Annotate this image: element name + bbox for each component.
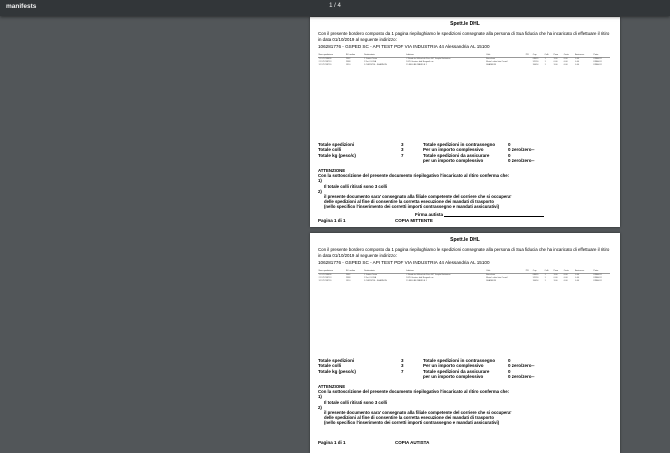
column-header: Colli <box>544 54 553 57</box>
table-cell: 3.00 <box>553 58 558 61</box>
totals-value2: 0 <box>508 368 511 374</box>
intro-text: Con il presente bordero composto da 1 pagina riepiloghiamo le spedizioni consegnate alla persona di Sua fiducia che ha incaricato di effettuare il ritiro in data 01/10/2019 al seguente indirizzo: <box>318 247 610 258</box>
table-cell: 3 CHRISTIE - SHANNON <box>364 64 387 67</box>
table-cell: 3.00 <box>553 64 558 67</box>
table-cell: 3 CHRISTIE - SHANNON <box>364 280 387 283</box>
table-cell: Marie Luttier brie Carmil <box>486 61 508 64</box>
table-cell: 0.00 <box>575 274 580 277</box>
totals-row <box>318 374 613 379</box>
column-header: Contr. <box>563 270 574 273</box>
table-cell: 2388 <box>345 277 351 280</box>
table-cell: 0.00 <box>563 61 568 64</box>
page-heading: Spett.le DHL <box>450 21 480 27</box>
table-cell: 1 1575758696 <box>318 58 332 61</box>
column-header: Destinatario <box>363 270 405 273</box>
column-header: Rif. ordine <box>345 54 363 57</box>
table-cell: 1025 Gestres brid Braganil rue <box>406 61 434 64</box>
totals-label: Totale kg (peso/c) <box>318 152 356 158</box>
table-cell: SHANNON <box>486 280 497 283</box>
signature-line <box>415 212 544 217</box>
totals-value: 3 <box>401 358 404 363</box>
table-cell: 3 1575758720 <box>318 64 332 67</box>
copy-label: COPIA MITTENTE <box>395 218 433 223</box>
table-cell: 34054 <box>532 64 539 67</box>
column-header: Porto <box>593 54 610 57</box>
totals-value2: 0 zero/zero-- <box>508 158 535 164</box>
column-header: Peso <box>553 54 563 57</box>
table-cell: 15 BELLBE PAEIFLE 1 <box>406 64 427 67</box>
point-2-line: il presente documento sara' consegnato alla filiale competente del corriere che si occupera' <box>324 194 512 200</box>
column-header: Assicuraz. <box>575 54 593 57</box>
column-header: PR <box>525 270 532 273</box>
intro-text: Con il presente bordero composto da 1 pagina riepiloghiamo le spedizioni consegnate alla persona di Sua fiducia che ha incaricato di effettuare il ritiro in data 01/10/2019 al seguente indirizzo: <box>318 31 610 42</box>
totals-block <box>318 358 613 380</box>
attention-block <box>318 384 613 426</box>
table-cell: 0.00 <box>553 277 558 280</box>
totals-value: 3 <box>401 363 404 369</box>
table-cell <box>525 64 532 67</box>
totals-label2: Totale spedizioni da assicurare <box>423 368 490 374</box>
column-header: Città <box>486 270 526 273</box>
table-cell: 1 <box>544 58 546 61</box>
point-1-text: Il totale colli ritirati sono 3 colli <box>324 399 388 405</box>
table-cell: 1 1575758696 <box>318 274 332 277</box>
table-cell: 2362 <box>345 274 351 277</box>
pdf-page-1 <box>310 17 620 227</box>
attention-line: Con la sottoscrizione del presente documento riepilogativo l'incaricato al ritiro conferma che: <box>318 389 510 395</box>
pdf-page-2 <box>310 233 620 453</box>
page-indicator[interactable]: 1 / 4 <box>329 3 341 9</box>
totals-block <box>318 142 613 164</box>
document-title: manifests <box>6 3 37 10</box>
table-cell: FRANCO <box>593 277 602 280</box>
table-cell: 1025 Gestres brid Braganil rue <box>406 277 434 280</box>
totals-label2: Per un importo complessivo <box>423 363 484 369</box>
column-header: Cap <box>532 270 544 273</box>
attention-line: Con la sottoscrizione del presente documento riepilogativo l'incaricato al ritiro conferma che: <box>318 173 510 179</box>
table-cell: 1 <box>544 274 546 277</box>
table-cell: FRANCO <box>593 64 602 67</box>
column-header: Peso <box>553 270 563 273</box>
table-cell: 2388 <box>345 61 351 64</box>
totals-label2: Totale spedizioni da assicurare <box>423 152 490 158</box>
totals-label: Totale colli <box>318 147 342 153</box>
copy-label: COPIA AUTISTA <box>395 440 430 445</box>
table-cell: 2 Dai OLOVA <box>364 277 377 280</box>
table-cell: 2 Dai OLOVA <box>364 61 377 64</box>
table-cell: 3.00 <box>553 274 558 277</box>
table-cell: 0.00 <box>553 61 558 64</box>
table-cell: 1 James Tomo <box>364 274 378 277</box>
point-2-line: (nello specifico l'inserimento dei corretti importi contrassegno e mandati assicurativi) <box>324 420 500 426</box>
signature-label: Firma autista <box>415 212 444 217</box>
totals-label2: Totale spedizioni in contrassegno <box>423 142 496 147</box>
totals-value: 3 <box>401 147 404 153</box>
point-1-text: Il totale colli ritirati sono 3 colli <box>324 183 388 189</box>
table-cell: 92190 <box>532 277 539 280</box>
table-cell: 3.00 <box>553 280 558 283</box>
table-cell: 1310 <box>345 64 351 67</box>
totals-label2: Per un importo complessivo <box>423 147 484 153</box>
totals-label2: per un importo complessivo <box>423 158 484 164</box>
totals-label2: Totale spedizioni in contrassegno <box>423 358 496 363</box>
page-count: Pagina 1 di 1 <box>318 218 346 223</box>
page-count: Pagina 1 di 1 <box>318 440 346 445</box>
table-cell: 2 1575758713 <box>318 61 332 64</box>
table-cell: 34054 <box>532 280 539 283</box>
totals-value2: 0 zero/zero-- <box>508 147 535 153</box>
table-cell: 0.00 <box>575 280 580 283</box>
point-2-number: 2) <box>318 404 322 410</box>
column-header: Porto <box>593 270 610 273</box>
attention-block <box>318 168 613 210</box>
totals-row <box>318 158 613 163</box>
table-cell: 0.00 <box>575 64 580 67</box>
column-header: Indirizzo <box>406 54 486 57</box>
totals-value: 3 <box>401 142 404 147</box>
totals-label: Totale colli <box>318 363 342 369</box>
totals-label2: per un importo complessivo <box>423 374 484 380</box>
point-2-number: 2) <box>318 188 322 194</box>
table-cell: 2 Wood da Wilfred do Peru 447 Temple Barberton <box>406 274 451 277</box>
column-header: Assicuraz. <box>575 270 593 273</box>
shipments-table <box>318 54 610 67</box>
table-cell: 0.00 <box>575 277 580 280</box>
column-header: Città <box>486 54 526 57</box>
point-2-line: (nello specifico l'inserimento dei corretti importi contrassegno e mandati assicurativi) <box>324 204 500 210</box>
column-header: Destinatario <box>363 54 405 57</box>
table-cell: Barcelona <box>486 274 496 277</box>
table-cell: 2362 <box>345 58 351 61</box>
pickup-address: 106281776 - GSPED SC - API TEST PDF VIA INDUSTRIA 44 Alessandria AL 15100 <box>318 260 490 265</box>
column-header: Cap <box>532 54 544 57</box>
page-heading: Spett.le DHL <box>450 237 480 243</box>
pdf-toolbar <box>0 0 670 16</box>
table-cell: SHANNON <box>486 64 497 67</box>
shipments-table <box>318 270 610 283</box>
table-cell: 1 James Tomo <box>364 58 378 61</box>
table-cell: FRANCO <box>593 61 602 64</box>
table-cell: 1310 <box>345 280 351 283</box>
table-cell: 0.00 <box>563 277 568 280</box>
totals-value2: 0 zero/zero-- <box>508 363 535 369</box>
pickup-address: 106281776 - GSPED SC - API TEST PDF VIA INDUSTRIA 44 Alessandria AL 15100 <box>318 44 490 49</box>
table-cell: 2 Wood da Wilfred do Peru 447 Temple Barberton <box>406 58 451 61</box>
table-cell: 1 <box>544 64 546 67</box>
table-cell: 0.00 <box>575 58 580 61</box>
table-cell: 2 1575758713 <box>318 277 332 280</box>
table-cell: 92190 <box>532 61 539 64</box>
table-cell: 08039 <box>532 274 539 277</box>
column-header: Rif. ordine <box>345 270 363 273</box>
column-header: PR <box>525 54 532 57</box>
table-cell: 15 BELLBE PAEIFLE 1 <box>406 280 427 283</box>
table-cell: 0.00 <box>575 61 580 64</box>
column-header: Num spedizione <box>318 54 345 57</box>
table-cell: 1 <box>544 280 546 283</box>
point-1-number: 1) <box>318 178 322 184</box>
point-2-line: il presente documento sara' consegnato alla filiale competente del corriere che si occupera' <box>324 410 512 416</box>
table-cell: FRANCO <box>593 58 602 61</box>
point-2-line: delle spedizioni al fine di consentire la corretta esecuzione dei mandati di trasporto <box>324 415 495 421</box>
point-1-number: 1) <box>318 394 322 400</box>
totals-value2: 0 zero/zero-- <box>508 374 535 380</box>
totals-value: 7 <box>401 152 404 158</box>
table-cell: 08039 <box>532 58 539 61</box>
table-cell: 1 <box>544 277 546 280</box>
table-cell: FRANCO <box>593 274 602 277</box>
attention-title: ATTENZIONE <box>318 168 346 173</box>
totals-value2: 0 <box>508 152 511 158</box>
totals-value2: 0 <box>508 142 511 147</box>
attention-title: ATTENZIONE <box>318 384 346 389</box>
totals-label: Totale kg (peso/c) <box>318 368 356 374</box>
point-2-line: delle spedizioni al fine di consentire la corretta esecuzione dei mandati di trasporto <box>324 199 495 205</box>
column-header: Num spedizione <box>318 270 345 273</box>
table-row <box>318 280 610 283</box>
table-cell: 0.00 <box>563 58 568 61</box>
table-cell: Barcelona <box>486 58 496 61</box>
column-header: Contr. <box>563 54 574 57</box>
column-header: Colli <box>544 270 553 273</box>
column-header: Indirizzo <box>406 270 486 273</box>
totals-value2: 0 <box>508 358 511 363</box>
table-row <box>318 64 610 67</box>
table-cell: 0.00 <box>563 280 568 283</box>
table-cell: 0.00 <box>563 274 568 277</box>
table-cell: 3 1575758720 <box>318 280 332 283</box>
totals-label: Totale spedizioni <box>318 142 355 147</box>
table-cell: 0.00 <box>563 64 568 67</box>
table-cell: Marie Luttier brie Carmil <box>486 277 508 280</box>
totals-value: 7 <box>401 368 404 374</box>
table-cell: 1 <box>544 61 546 64</box>
table-cell: FRANCO <box>593 280 602 283</box>
totals-label: Totale spedizioni <box>318 358 355 363</box>
table-cell <box>525 280 532 283</box>
